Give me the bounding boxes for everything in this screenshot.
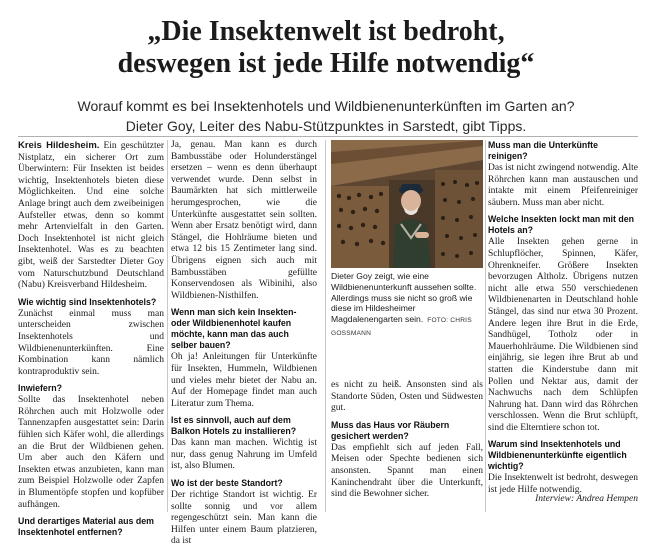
answer: Zunächst einmal muss man unterscheiden zwischen Insektenhotels und Wildbienenunterkünften. Eine Kombination kann nämlich kontraproduktiv sein.: [18, 308, 164, 377]
column-rule-1: [167, 140, 168, 512]
subheadline-line-1: Worauf kommt es bei Insektenhotels und Wildbienenunterkünften im Garten an?: [77, 98, 575, 114]
question: Warum sind Insektenhotels und Wildbienenunterkünfte eigentlich wichtig?: [488, 439, 627, 472]
question: Muss man die Unterkünfte reinigen?: [488, 140, 598, 161]
article-column-2: [171, 140, 317, 553]
subheadline-line-2: Dieter Goy, Leiter des Nabu-Stützpunktes in Sarstedt, gibt Tipps.: [125, 118, 527, 134]
headline: [0, 16, 652, 80]
article-column-1: [18, 140, 164, 539]
question: Wie wichtig sind Insektenhotels?: [18, 296, 157, 307]
question: Ist es sinnvoll, auch auf dem Balkon Hotels zu installieren?: [171, 415, 297, 437]
photo-caption: [331, 271, 483, 340]
question: Wenn man sich kein Insekten- oder Wildbienenhotel kaufen möchte, kann man das auch selber bauen?: [171, 307, 297, 351]
answer: Ja, genau. Man kann es durch Bambusstäbe oder Holunderstängel ersetzen – wenn es denn überhaupt verwendet wurde. Denn selbst in Baumärkten hat sich mittlerweile herumgesprochen, wie die Unterkünfte ausgestattet sein sollten. Wenn aber Ersatz benötigt wird, dann Stängel, die Hohlräume bieten und etwa 12 bis 15 Zentimeter lang sind. Übrigens eignen sich auch mit Bambusstäben gefüllte Konservendosen als Wibinihi, also Wildbienen-Nisthilfen.: [171, 140, 317, 301]
intro-text: Ein geschützter Nistplatz, ein sicherer Ort zum Überwintern: Für Insekten ist beides wichtig, Insektenhotels bieten diese Möglichkeiten. Und eine solche Anlage bringt auch dem zweibeinigen Aufsteller etwas, denn so kommt mehr Artenvielfalt in den Garten. Doch Insektenhotel ist nicht gleich Insektenhotel. Was es zu beachten gibt, weiß der Sarstedter Dieter Goy vom Naturschutzbund Deutschland (Nabu) Kreisverband Hildesheim.: [18, 141, 164, 291]
answer: Die Insektenwelt ist bedroht, deswegen ist jede Hilfe notwendig.: [488, 473, 638, 496]
article-column-4: [488, 140, 638, 502]
header-divider: [18, 136, 638, 137]
answer: Alle Insekten gehen gerne in Schlupflöcher, Spinnen, Käfer, Ohrenkneifer. Größere Insekten bevorzugen Altholz. Übrigens nutzen nicht alle etwa 550 verschiedenen Wildbienenarten in Deutschland hohle Stängel, das sind nur etwa 30 Prozent. Andere legen ihre Brut in die Erde, Sandhügel, Totholz oder in Mauerhohlräume. Die Wildbienen sind einjährig, sie legen ihre Brut ab und statten die Kinderstube dann mit Pollen und Nektar aus, damit der Nachwuchs nach dem Schlüpfen Nahrung hat. Dann wird das Röhrchen verschlossen. Wenn die Brut schlüpft, sind die Elterntiere schon tot.: [488, 237, 638, 433]
photo-credit: FOTO: CHRIS GOSSMANN: [331, 317, 472, 337]
answer: es nicht zu heiß. Ansonsten sind als Standorte Süden, Osten und Südwesten gut.: [331, 380, 483, 414]
question: Welche Insekten lockt man mit den Hotels an?: [488, 214, 635, 236]
question: Muss das Haus vor Räubern gesichert werden?: [331, 419, 450, 441]
headline-line-2: deswegen ist jede Hilfe notwendig“: [117, 48, 535, 79]
intro-paragraph: [18, 140, 164, 292]
question: Inwiefern?: [18, 383, 62, 394]
dateline: Kreis Hildesheim.: [18, 140, 100, 151]
article-column-3: [331, 380, 483, 506]
column-rule-3: [485, 140, 486, 512]
answer: Oh ja! Anleitungen für Unterkünfte für Insekten, Hummeln, Wildbienen und vieles mehr bietet der Nabu an. Auf der Homepage findet man auch Literatur zum Thema.: [171, 352, 317, 409]
answer: Der richtige Standort ist wichtig. Er sollte sonnig und vor allem regengeschützt sein. Man kann die Hilfen unter einem Baum platzieren, da ist: [171, 490, 317, 547]
question: Wo ist der beste Standort?: [171, 478, 283, 489]
headline-line-1: „Die Insektenwelt ist bedroht,: [147, 16, 505, 47]
interview-byline: Interview: Andrea Hempen: [535, 494, 638, 504]
answer: Sollte das Insektenhotel neben Röhrchen auch mit Holzwolle oder Tannenzapfen ausgestattet sein: Darin fühlen sich Käfer wohl, die allerdings an die Brut der Wildbienen gehen. Um aber auch den Käfern und Insekten etwas anzubieten, kann man zum Beispiel Holzwolle oder Zapfen in Blumentöpfe stopfen und kopfüber aufhängen.: [18, 395, 164, 510]
photo-illustration: [331, 140, 483, 268]
subheadline: [0, 96, 652, 136]
answer: Das kann man machen. Wichtig ist nur, dass genug Nahrung im Umfeld ist, also Blumen.: [171, 438, 317, 472]
article-photo: [331, 140, 483, 268]
answer: Das empfiehlt sich auf jeden Fall, Meisen oder Spechte bedienen sich ansonsten. Spannt man einen Kaninchendraht über die Unterkunft, sind die Bewohner sicher.: [331, 442, 483, 500]
question: Und derartiges Material aus dem Insektenhotel entfernen?: [18, 516, 154, 538]
answer: Das ist nicht zwingend notwendig. Alte Röhrchen kann man austauschen und intakte mit einem Pfeifenreiniger säubern. Muss man aber nicht.: [488, 163, 638, 208]
column-rule-2: [325, 140, 326, 512]
caption-text: Dieter Goy zeigt, wie eine Wildbienenunterkunft aussehen sollte. Allerdings muss sie nicht so groß wie diese im Hildesheimer Magdalenengarten sein.: [331, 271, 477, 325]
